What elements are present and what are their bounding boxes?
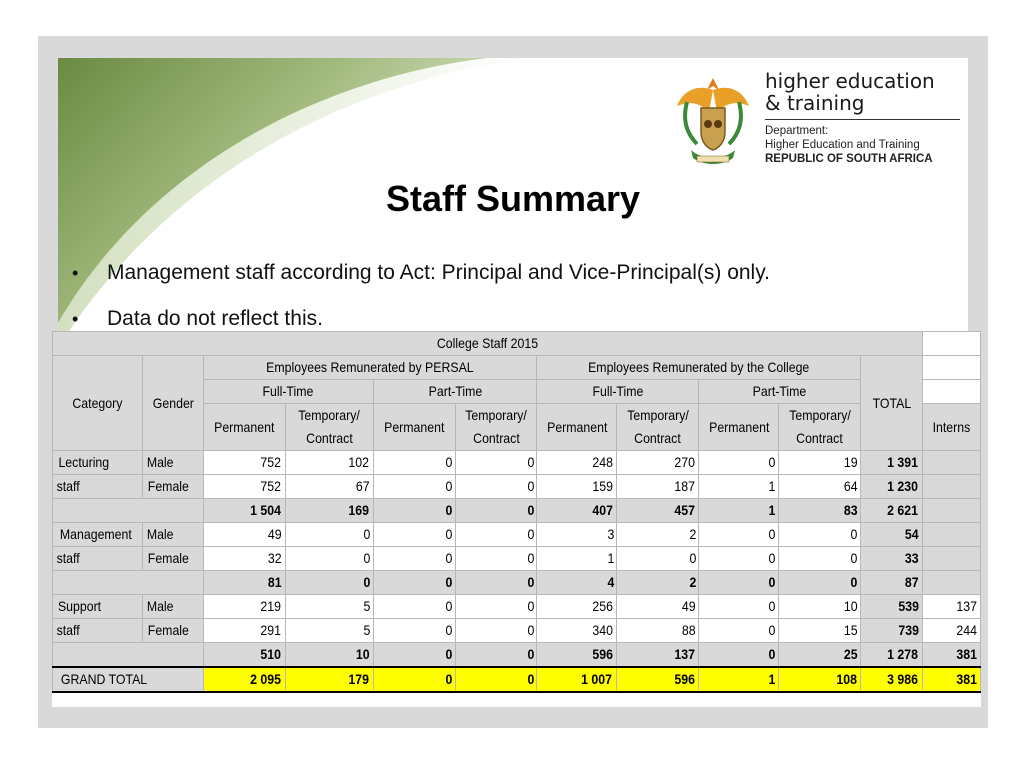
subtotal-total: 2 621 — [861, 499, 923, 523]
subtotal-interns — [923, 499, 981, 523]
interns-cell — [923, 451, 981, 475]
header-interns: Interns — [923, 404, 981, 451]
grand-total-value: 108 — [779, 667, 861, 692]
subtotal-row — [53, 499, 981, 523]
grand-total-value: 1 — [699, 667, 779, 692]
interns-cell — [923, 523, 981, 547]
interns-cell — [923, 547, 981, 571]
value-cell: 0 — [699, 619, 779, 643]
header-college-parttime: Part-Time — [699, 380, 861, 404]
value-cell: 102 — [285, 451, 373, 475]
header-persal: Employees Remunerated by PERSAL — [203, 356, 537, 380]
subtotal-interns — [923, 571, 981, 595]
subtotal-value: 1 — [699, 499, 779, 523]
value-cell: 0 — [285, 547, 373, 571]
value-cell: 752 — [203, 475, 285, 499]
value-cell: 0 — [455, 475, 537, 499]
value-cell: 0 — [455, 619, 537, 643]
grand-total-total: 3 986 — [861, 667, 923, 692]
header-persal-parttime: Part-Time — [373, 380, 537, 404]
value-cell: 291 — [203, 619, 285, 643]
grand-total-value: 596 — [617, 667, 699, 692]
header-persal-fulltime: Full-Time — [203, 380, 373, 404]
table-body — [53, 332, 981, 451]
value-cell: 1 — [699, 475, 779, 499]
grand-total-value: 0 — [455, 667, 537, 692]
table-title-row — [53, 332, 981, 356]
value-cell: 248 — [537, 451, 617, 475]
category-cell: Support — [53, 595, 143, 619]
value-cell: 5 — [285, 619, 373, 643]
total-cell: 739 — [861, 619, 923, 643]
bullet-item: • Management staff according to Act: Principal and Vice-Principal(s) only. — [72, 250, 770, 296]
grand-total-value: 179 — [285, 667, 373, 692]
table-title: College Staff 2015 — [53, 332, 923, 356]
interns-cell: 137 — [923, 595, 981, 619]
logo-dept-name: Higher Education and Training — [765, 139, 920, 151]
gender-cell: Female — [142, 547, 203, 571]
grand-total-value: 2 095 — [203, 667, 285, 692]
subtotal-value: 83 — [779, 499, 861, 523]
header-row-1 — [53, 356, 981, 380]
value-cell: 0 — [779, 547, 861, 571]
category-cell: staff — [53, 619, 143, 643]
table-row — [53, 523, 981, 547]
value-cell: 270 — [617, 451, 699, 475]
value-cell: 0 — [455, 523, 537, 547]
grand-total-label: GRAND TOTAL — [53, 667, 204, 692]
subtotal-value: 0 — [455, 571, 537, 595]
staff-table — [52, 331, 981, 693]
value-cell: 0 — [455, 595, 537, 619]
value-cell: 0 — [285, 523, 373, 547]
value-cell: 0 — [373, 523, 455, 547]
logo-dept-label: Department: — [765, 125, 829, 137]
subtotal-label — [53, 643, 204, 668]
subtotal-value: 0 — [699, 571, 779, 595]
subtotal-value: 596 — [537, 643, 617, 668]
category-cell: Lecturing — [53, 451, 143, 475]
department-logo-text — [765, 70, 960, 166]
value-cell: 10 — [779, 595, 861, 619]
total-cell: 33 — [861, 547, 923, 571]
value-cell: 0 — [699, 595, 779, 619]
table-row — [53, 547, 981, 571]
logo-rule — [765, 119, 960, 120]
value-cell: 19 — [779, 451, 861, 475]
value-cell: 340 — [537, 619, 617, 643]
value-cell: 0 — [373, 475, 455, 499]
subtotal-value: 0 — [373, 571, 455, 595]
value-cell: 0 — [779, 523, 861, 547]
value-cell: 49 — [203, 523, 285, 547]
gender-cell: Male — [142, 451, 203, 475]
header-permanent: Permanent — [373, 404, 455, 451]
subtotal-value: 457 — [617, 499, 699, 523]
subtotal-value: 0 — [373, 499, 455, 523]
gender-cell: Male — [142, 523, 203, 547]
value-cell: 3 — [537, 523, 617, 547]
subtotal-value: 0 — [373, 643, 455, 668]
logo-line-2: & training — [765, 91, 865, 115]
value-cell: 0 — [699, 523, 779, 547]
slide-title: Staff Summary — [385, 178, 641, 219]
header-total: TOTAL — [861, 356, 923, 451]
value-cell: 49 — [617, 595, 699, 619]
category-cell: staff — [53, 475, 143, 499]
logo-line-1: higher education — [765, 69, 935, 93]
value-cell: 64 — [779, 475, 861, 499]
subtotal-value: 0 — [699, 643, 779, 668]
header-temporary: Temporary/ Contract — [285, 404, 373, 451]
header-temporary: Temporary/ Contract — [455, 404, 537, 451]
subtotal-value: 0 — [285, 571, 373, 595]
subtotal-total: 87 — [861, 571, 923, 595]
value-cell: 0 — [455, 547, 537, 571]
value-cell: 159 — [537, 475, 617, 499]
subtotal-value: 81 — [203, 571, 285, 595]
header-temporary: Temporary/ Contract — [779, 404, 861, 451]
subtotal-value: 1 504 — [203, 499, 285, 523]
header-permanent: Permanent — [537, 404, 617, 451]
value-cell: 0 — [373, 547, 455, 571]
value-cell: 0 — [455, 451, 537, 475]
gender-cell: Male — [142, 595, 203, 619]
staff-table-sheet — [52, 331, 981, 707]
subtotal-value: 2 — [617, 571, 699, 595]
value-cell: 32 — [203, 547, 285, 571]
subtotal-row — [53, 643, 981, 668]
grand-total-interns: 381 — [923, 667, 981, 692]
header-college-fulltime: Full-Time — [537, 380, 699, 404]
value-cell: 187 — [617, 475, 699, 499]
data-rows — [53, 451, 981, 693]
logo-country: REPUBLIC OF SOUTH AFRICA — [765, 153, 933, 165]
total-cell: 54 — [861, 523, 923, 547]
value-cell: 1 — [537, 547, 617, 571]
table-row — [53, 451, 981, 475]
header-permanent: Permanent — [699, 404, 779, 451]
value-cell: 256 — [537, 595, 617, 619]
grand-total-row — [53, 667, 981, 692]
empty-cell — [923, 380, 981, 404]
gender-cell: Female — [142, 619, 203, 643]
total-cell: 1 391 — [861, 451, 923, 475]
value-cell: 2 — [617, 523, 699, 547]
category-cell: Management — [53, 523, 143, 547]
value-cell: 88 — [617, 619, 699, 643]
subtotal-value: 0 — [455, 499, 537, 523]
value-cell: 5 — [285, 595, 373, 619]
table-row — [53, 619, 981, 643]
value-cell: 219 — [203, 595, 285, 619]
empty-cell — [923, 332, 981, 356]
bullet-item: • Data do not reflect this. — [72, 296, 770, 342]
subtotal-value: 0 — [455, 643, 537, 668]
subtotal-value: 169 — [285, 499, 373, 523]
grand-total-value: 0 — [373, 667, 455, 692]
gender-cell: Female — [142, 475, 203, 499]
subtotal-value: 25 — [779, 643, 861, 668]
subtotal-value: 4 — [537, 571, 617, 595]
subtotal-label — [53, 499, 204, 523]
subtotal-value: 510 — [203, 643, 285, 668]
subtotal-value: 407 — [537, 499, 617, 523]
subtotal-total: 1 278 — [861, 643, 923, 668]
interns-cell — [923, 475, 981, 499]
value-cell: 15 — [779, 619, 861, 643]
value-cell: 752 — [203, 451, 285, 475]
value-cell: 0 — [373, 451, 455, 475]
subtotal-interns: 381 — [923, 643, 981, 668]
table-row — [53, 595, 981, 619]
header-temporary: Temporary/ Contract — [617, 404, 699, 451]
value-cell: 0 — [699, 547, 779, 571]
value-cell: 0 — [373, 595, 455, 619]
header-college: Employees Remunerated by the College — [537, 356, 861, 380]
value-cell: 0 — [699, 451, 779, 475]
header-permanent: Permanent — [203, 404, 285, 451]
total-cell: 539 — [861, 595, 923, 619]
subtotal-label — [53, 571, 204, 595]
subtotal-row — [53, 571, 981, 595]
subtotal-value: 10 — [285, 643, 373, 668]
header-gender: Gender — [142, 356, 203, 451]
grand-total-value: 1 007 — [537, 667, 617, 692]
empty-cell — [923, 356, 981, 380]
bullet-list — [72, 250, 770, 342]
value-cell: 0 — [373, 619, 455, 643]
value-cell: 67 — [285, 475, 373, 499]
subtotal-value: 0 — [779, 571, 861, 595]
interns-cell: 244 — [923, 619, 981, 643]
table-row — [53, 475, 981, 499]
category-cell: staff — [53, 547, 143, 571]
coat-of-arms-icon — [673, 72, 753, 172]
subtotal-value: 137 — [617, 643, 699, 668]
header-category: Category — [53, 356, 143, 451]
value-cell: 0 — [617, 547, 699, 571]
total-cell: 1 230 — [861, 475, 923, 499]
